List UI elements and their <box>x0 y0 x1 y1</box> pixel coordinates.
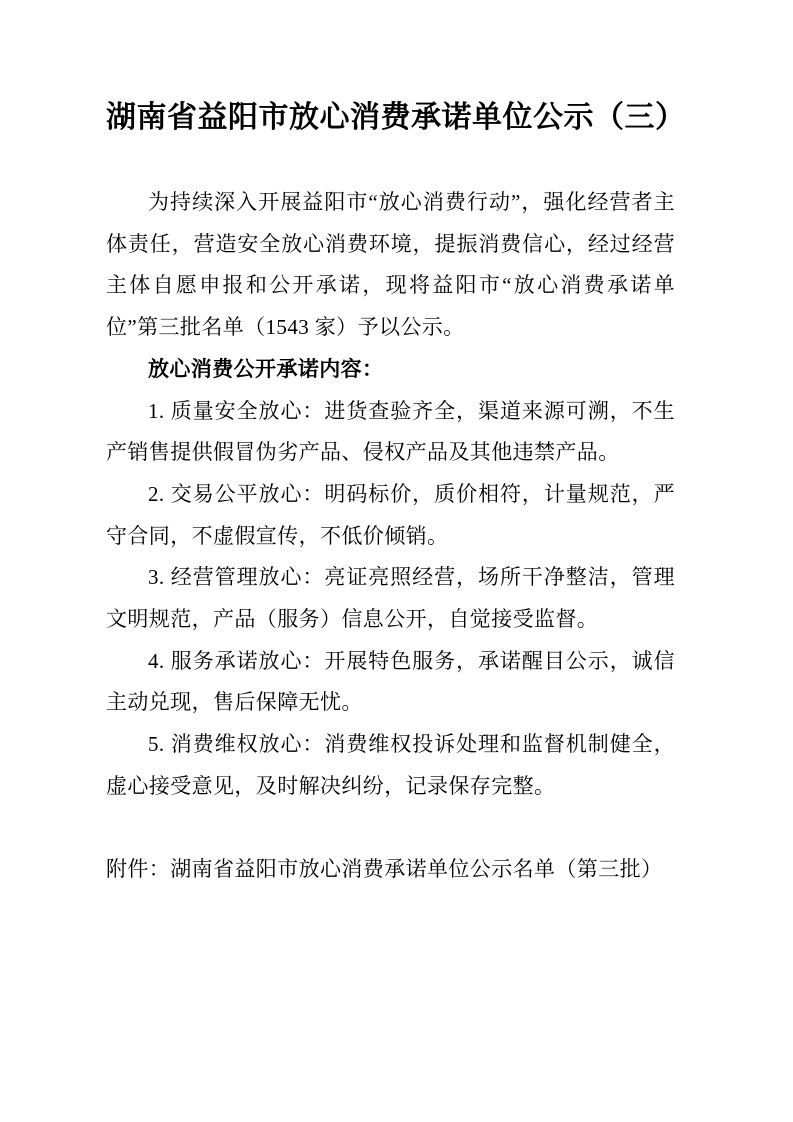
intro-paragraph: 为持续深入开展益阳市“放心消费行动”，强化经营者主体责任，营造安全放心消费环境，提振消费信心，经过经营主体自愿申报和公开承诺，现将益阳市“放心消费承诺单位”第三批名单（1543 家）予以公示。 <box>106 190 675 340</box>
attachment-line: 附件：湖南省益阳市放心消费承诺单位公示名单（第三批） <box>106 857 663 882</box>
commitment-section-heading: 放心消费公开承诺内容： <box>148 357 384 381</box>
commitment-item-3: 3. 经营管理放心：亮证亮照经营，场所干净整洁，管理文明规范，产品（服务）信息公开，自觉接受监督。 <box>106 565 675 632</box>
commitment-item-4: 4. 服务承诺放心：开展特色服务，承诺醒目公示，诚信主动兑现，售后保障无忧。 <box>106 648 675 715</box>
document-title: 湖南省益阳市放心消费承诺单位公示（三） <box>106 101 686 134</box>
commitment-item-2: 2. 交易公平放心：明码标价，质价相符，计量规范，严守合同，不虚假宣传，不低价倾销。 <box>106 481 675 548</box>
commitment-item-5: 5. 消费维权放心：消费维权投诉处理和监督机制健全，虚心接受意见，及时解决纠纷，记录保存完整。 <box>106 732 675 798</box>
commitment-item-1: 1. 质量安全放心：进货查验齐全，渠道来源可溯，不生产销售提供假冒伪劣产品、侵权产品及其他违禁产品。 <box>106 398 675 465</box>
